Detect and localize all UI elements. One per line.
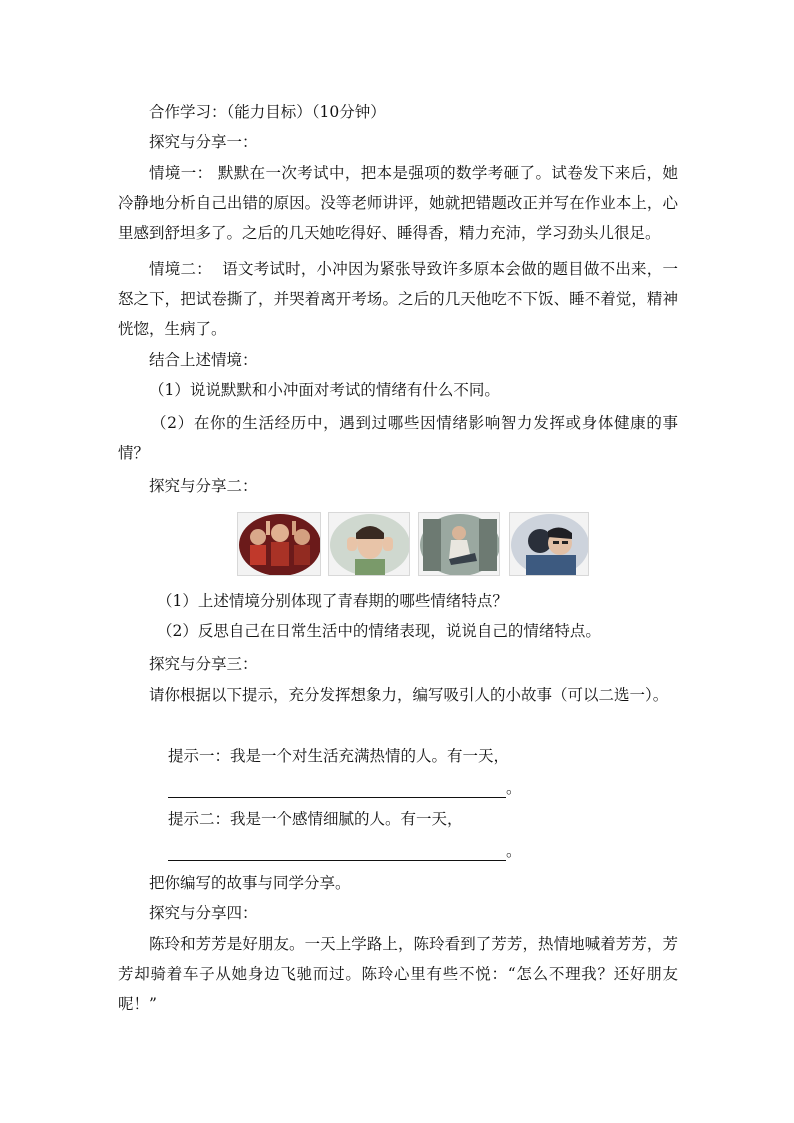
part2-question-1: （1）上述情境分别体现了青春期的哪些情绪特点？	[157, 592, 508, 610]
section-heading: 合作学习：（能力目标）（10分钟）	[149, 103, 386, 121]
part1-question-1: （1）说说默默和小冲面对考试的情绪有什么不同。	[149, 381, 500, 399]
part1-title: 探究与分享一：	[149, 133, 258, 151]
part3-instruction: 请你根据以下提示，充分发挥想象力，编写吸引人的小故事（可以二选一）。	[149, 686, 669, 704]
hint-1: 提示一：我是一个对生活充满热情的人。有一天，	[168, 747, 510, 765]
part1-question-2: （2）在你的生活经历中，遇到过哪些因情绪影响智力发挥或身体健康的事情？	[118, 414, 678, 462]
hint-2: 提示二：我是一个感情细腻的人。有一天，	[168, 810, 463, 828]
comforting-friend-photo	[509, 512, 589, 576]
scenario-1-paragraph	[118, 158, 678, 248]
scenario-1-text: 默默在一次考试中，把本是强项的数学考砸了。试卷发下来后，她冷静地分析自己出错的原因。没等老师讲评，她就把错题改正并写在作业本上，心里感到舒坦多了。之后的几天她吃得好、睡得香，精力充沛，学习劲头儿很足。	[118, 164, 678, 242]
scenario-2-paragraph	[118, 254, 678, 344]
part3-title: 探究与分享三：	[149, 655, 258, 673]
part2-title: 探究与分享二：	[149, 477, 258, 495]
hint-1-blank[interactable]	[168, 796, 506, 798]
sitting-alone-photo	[418, 512, 500, 576]
part2-question-2: （2）反思自己在日常生活中的情绪表现，说说自己的情绪特点。	[157, 622, 601, 640]
part4-story: 陈玲和芳芳是好朋友。一天上学路上，陈玲看到了芳芳，热情地喊着芳芳，芳芳却骑着车子从她身边飞驰而过。陈玲心里有些不悦：“怎么不理我？还好朋友呢！”	[118, 935, 678, 1013]
share-instruction: 把你编写的故事与同学分享。	[149, 874, 351, 892]
photo-strip	[237, 512, 589, 576]
cheering-crowd-photo	[237, 512, 321, 576]
scenario-2-label: 情境二：	[149, 260, 212, 278]
hint-2-answer-line[interactable]	[168, 841, 522, 861]
scenario-2-text: 语文考试时，小冲因为紧张导致许多原本会做的题目做不出来，一怒之下，把试卷撕了，并哭着离开考场。之后的几天他吃不下饭、睡不着觉，精神恍惚，生病了。	[118, 260, 678, 338]
part1-prompt: 结合上述情境：	[149, 351, 258, 369]
scenario-1-label: 情境一：	[149, 164, 213, 182]
part4-title: 探究与分享四：	[149, 904, 258, 922]
hint-2-period: 。	[506, 842, 522, 860]
hint-1-answer-line[interactable]	[168, 778, 522, 798]
hint-1-period: 。	[506, 779, 522, 797]
hint-2-blank[interactable]	[168, 859, 506, 861]
covering-ears-photo	[328, 512, 410, 576]
